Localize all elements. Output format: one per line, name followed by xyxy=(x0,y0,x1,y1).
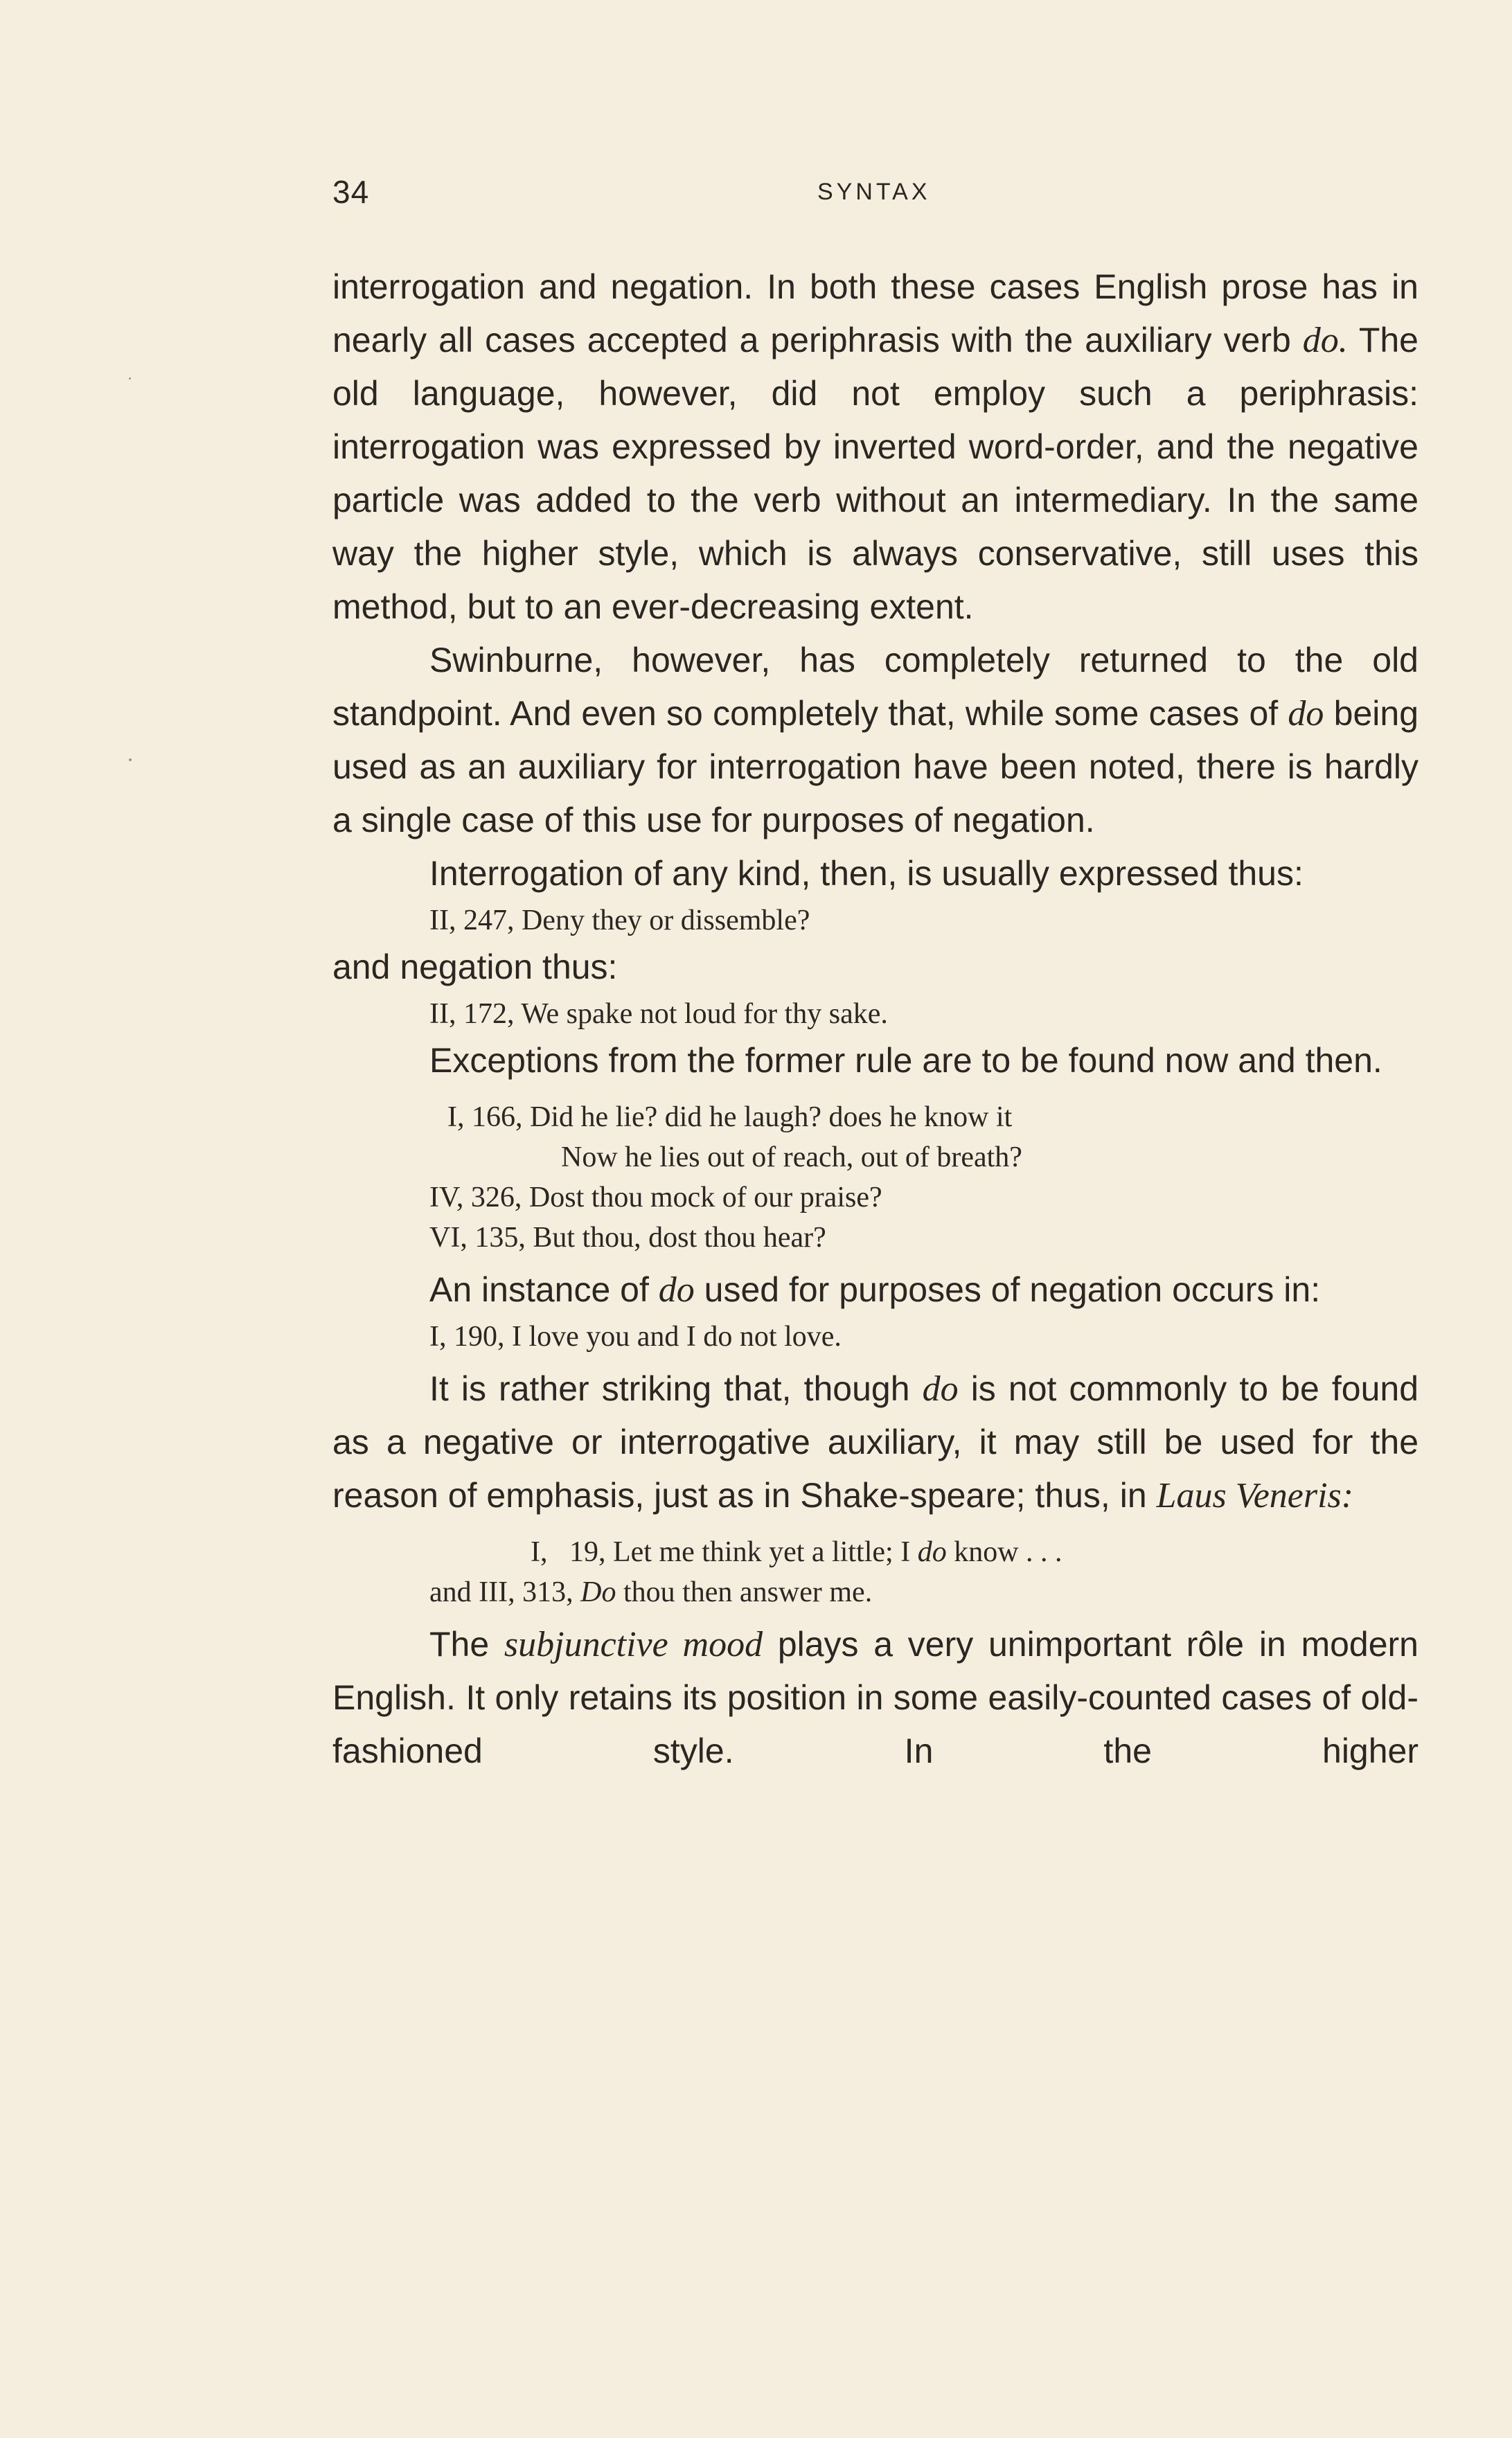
emphasis: subjunctive mood xyxy=(504,1625,763,1664)
paragraph: Swinburne, however, has completely returned to the old standpoint. And even so completely that, while some cases of do being used as an auxiliary for interrogation have been noted, there is hardly a single case of this use for purposes of negation. xyxy=(332,641,1418,839)
quotation-line: I, 19, Let me think yet a little; I do know . . . xyxy=(531,1536,1062,1568)
page-header xyxy=(332,173,1418,222)
emphasis: do xyxy=(922,1369,959,1409)
quotation: II, 172, We spake not loud for thy sake. xyxy=(429,998,888,1030)
paragraph: The subjunctive mood plays a very unimportant rôle in modern English. It only retains its position in some easily-counted cases of old-fashioned style. In the higher xyxy=(332,1625,1418,1770)
quotation-line: I, 166, Did he lie? did he laugh? does he know it xyxy=(447,1101,1013,1133)
page-body xyxy=(332,260,1418,1778)
page-number: 34 xyxy=(332,174,370,210)
paragraph: It is rather striking that, though do is not commonly to be found as a negative or interrogative auxiliary, it may still be used for the reason of emphasis, just as in Shake-speare; thus, in Laus Veneris: xyxy=(332,1369,1418,1515)
quotation-block xyxy=(332,1532,1418,1612)
quotation-line: VI, 135, But thou, dost thou hear? xyxy=(429,1222,826,1254)
paragraph: Exceptions from the former rule are to be found now and then. xyxy=(429,1041,1382,1080)
emphasis: do xyxy=(917,1536,947,1568)
paper-speck xyxy=(129,758,132,761)
paper-speck xyxy=(129,377,131,380)
paragraph: An instance of do used for purposes of negation occurs in: xyxy=(429,1270,1321,1310)
paragraph: and negation thus: xyxy=(332,947,618,986)
paragraph: interrogation and negation. In both these cases English prose has in nearly all cases accepted a periphrasis with the auxiliary verb do. The old language, however, did not employ such a periphrasis: interrogation was expressed by inverted word-order, and the negative particle was added to the verb without an intermediary. In the same way the higher style, which is always conservative, still uses this method, but to an ever-decreasing extent. xyxy=(332,267,1418,626)
quotation-block xyxy=(332,1097,1418,1258)
emphasis: Do xyxy=(580,1576,616,1608)
emphasis: Laus Veneris: xyxy=(1156,1476,1354,1515)
book-page xyxy=(332,173,1418,1778)
emphasis: do xyxy=(1288,694,1324,733)
quotation-line: IV, 326, Dost thou mock of our praise? xyxy=(429,1182,882,1213)
quotation-line: and III, 313, Do thou then answer me. xyxy=(429,1576,873,1608)
paragraph: Interrogation of any kind, then, is usually expressed thus: xyxy=(429,854,1304,893)
quotation: I, 190, I love you and I do not love. xyxy=(429,1321,842,1353)
emphasis: do xyxy=(658,1270,695,1310)
quotation-line: Now he lies out of reach, out of breath? xyxy=(561,1141,1022,1173)
emphasis: do. xyxy=(1302,321,1348,360)
running-title: SYNTAX xyxy=(817,179,931,205)
quotation: II, 247, Deny they or dissemble? xyxy=(429,905,810,936)
